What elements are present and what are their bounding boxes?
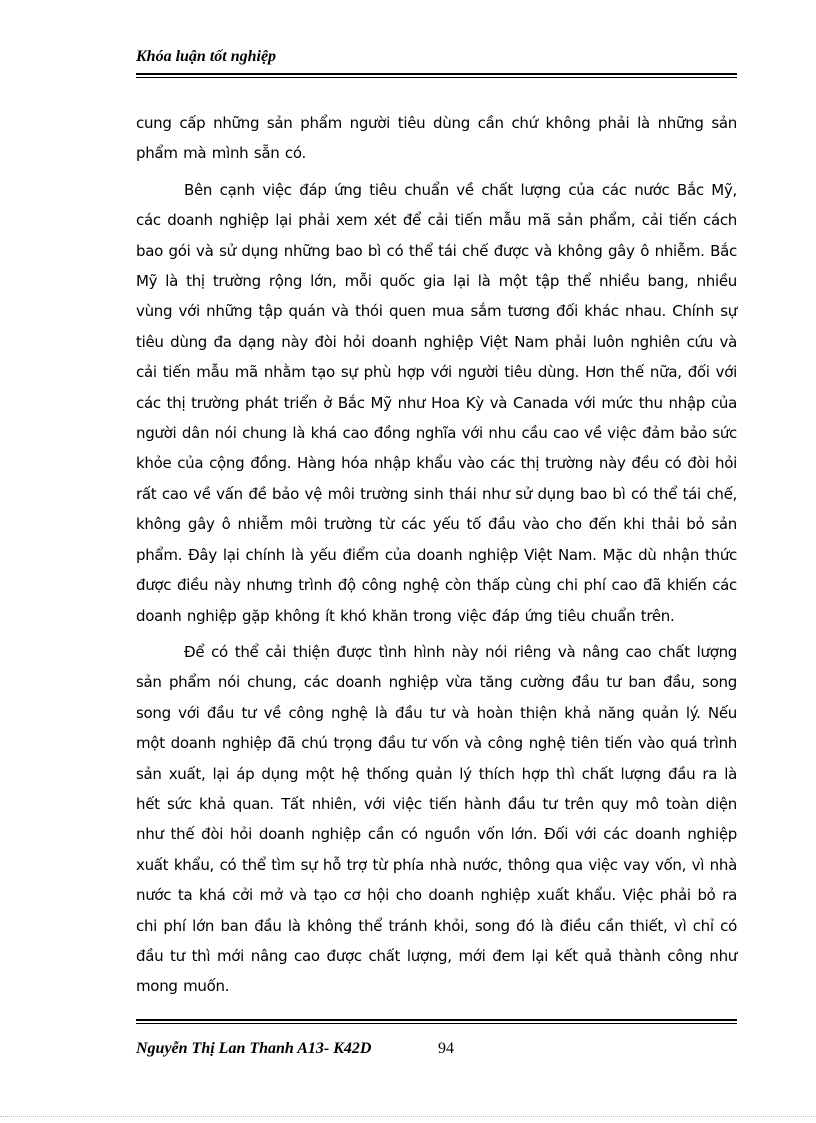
page-bottom-border <box>0 1116 816 1117</box>
page-header-title: Khóa luận tốt nghiệp <box>136 48 277 65</box>
paragraph-continuation: cung cấp những sản phẩm người tiêu dùng cần chứ không phải là những sản phẩm mà mình sẵn có. <box>136 114 737 163</box>
header-rule-thin <box>136 77 737 78</box>
page-number: 94 <box>438 1040 454 1057</box>
footer-rule-thick <box>136 1019 737 1021</box>
paragraph: Bên cạnh việc đáp ứng tiêu chuẩn về chất lượng của các nước Bắc Mỹ, các doanh nghiệp lại phải xem xét để cải tiến mẫu mã sản phẩm, cải tiến cách bao gói và sử dụng những bao bì có thể tái chế được và không gây ô nhiễm. Bắc Mỹ là thị trường rộng lớn, mỗi quốc gia lại là một tập thể nhiều bang, nhiều vùng với những tập quán và thói quen mua sắm tương đối khác nhau. Chính sự tiêu dùng đa dạng này đòi hỏi doanh nghiệp Việt Nam phải luôn nghiên cứu và cải tiến mẫu mã nhằm tạo sự phù hợp với người tiêu dùng. Hơn thế nữa, đối với các thị trường phát triển ở Bắc Mỹ như Hoa Kỳ và Canada với mức thu nhập của người dân nói chung là khá cao đồng nghĩa với nhu cầu cao về việc đảm bảo sức khỏe của cộng đồng. Hàng hóa nhập khẩu vào các thị trường này đều có đòi hỏi rất cao về vấn đề bảo vệ môi trường sinh thái như sử dụng bao bì có thể tái chế, không gây ô nhiễm môi trường từ các yếu tố đầu vào cho đến khi thải bỏ sản phẩm. Đây lại chính là yếu điểm của doanh nghiệp Việt Nam. Mặc dù nhận thức được điều này nhưng trình độ công nghệ còn thấp cùng chi phí cao đã khiến các doanh nghiệp gặp không ít khó khăn trong việc đáp ứng tiêu chuẩn trên. <box>136 180 737 625</box>
paragraph: Để có thể cải thiện được tình hình này nói riêng và nâng cao chất lượng sản phẩm nói chung, các doanh nghiệp vừa tăng cường đầu tư ban đầu, song song với đầu tư về công nghệ là đầu tư và hoàn thiện khả năng quản lý. Nếu một doanh nghiệp đã chú trọng đầu tư vốn và công nghệ tiên tiến vào quá trình sản xuất, lại áp dụng một hệ thống quản lý thích hợp thì chất lượng đầu ra là hết sức khả quan. Tất nhiên, với việc tiến hành đầu tư trên quy mô toàn diện như thế đòi hỏi doanh nghiệp cần có nguồn vốn lớn. Đối với các doanh nghiệp xuất khẩu, có thể tìm sự hỗ trợ từ phía nhà nước, thông qua việc vay vốn, vì nhà nước ta khá cởi mở và tạo cơ hội cho doanh nghiệp xuất khẩu. Việc phải bỏ ra chi phí lớn ban đầu là không thể tránh khỏi, song đó là điều cần thiết, vì chỉ có đầu tư thì mới nâng cao được chất lượng, mới đem lại kết quả thành công như mong muốn. <box>136 642 737 996</box>
document-body <box>136 108 737 1008</box>
header-rule-thick <box>136 73 737 75</box>
footer-rule-thin <box>136 1023 737 1024</box>
footer-author: Nguyễn Thị Lan Thanh A13- K42D <box>136 1040 372 1057</box>
